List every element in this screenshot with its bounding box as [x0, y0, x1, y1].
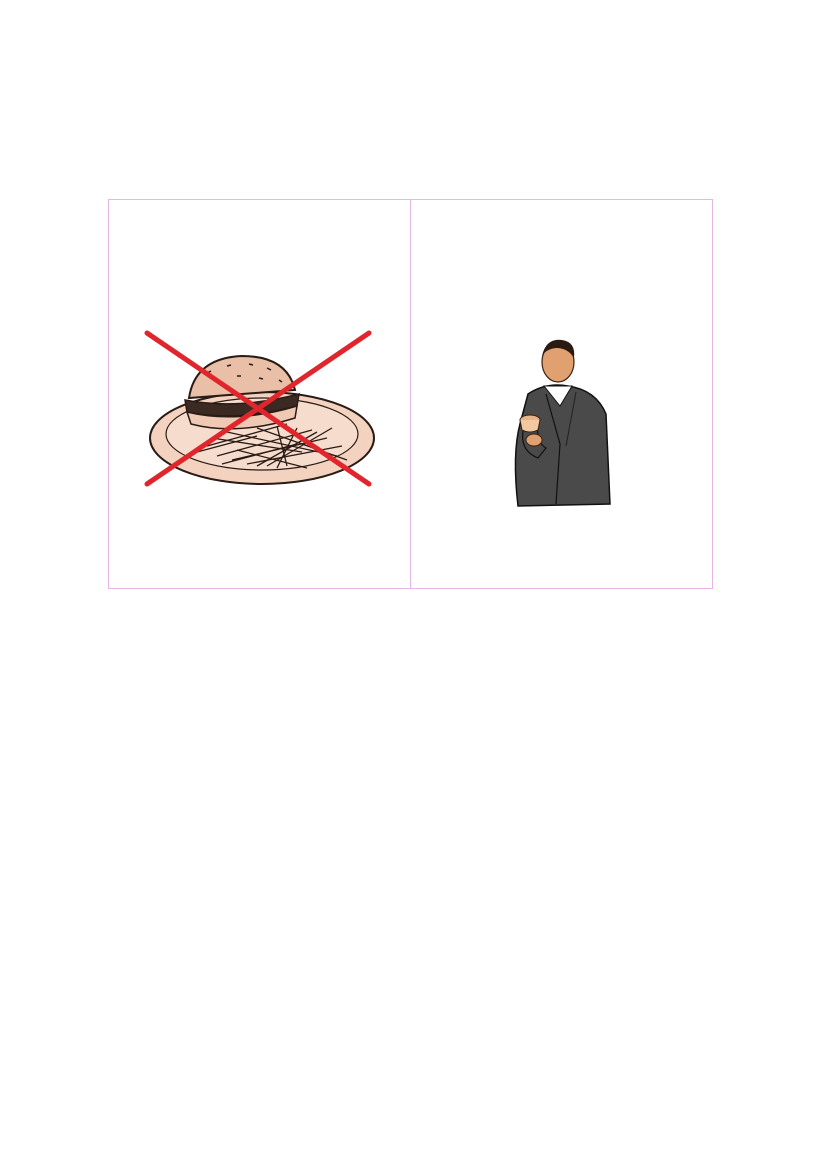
definition-boxes [108, 199, 713, 589]
pencil-border-top [22, 22, 799, 62]
eliminate-box [109, 200, 411, 588]
burger-fries-crossed-image [137, 328, 377, 493]
pencil-border-right [759, 22, 799, 1148]
pencil-border-bottom [22, 1108, 799, 1148]
pencil-border-left [22, 22, 62, 1148]
man-with-cup-image [506, 334, 616, 509]
exclude-box [411, 200, 712, 588]
